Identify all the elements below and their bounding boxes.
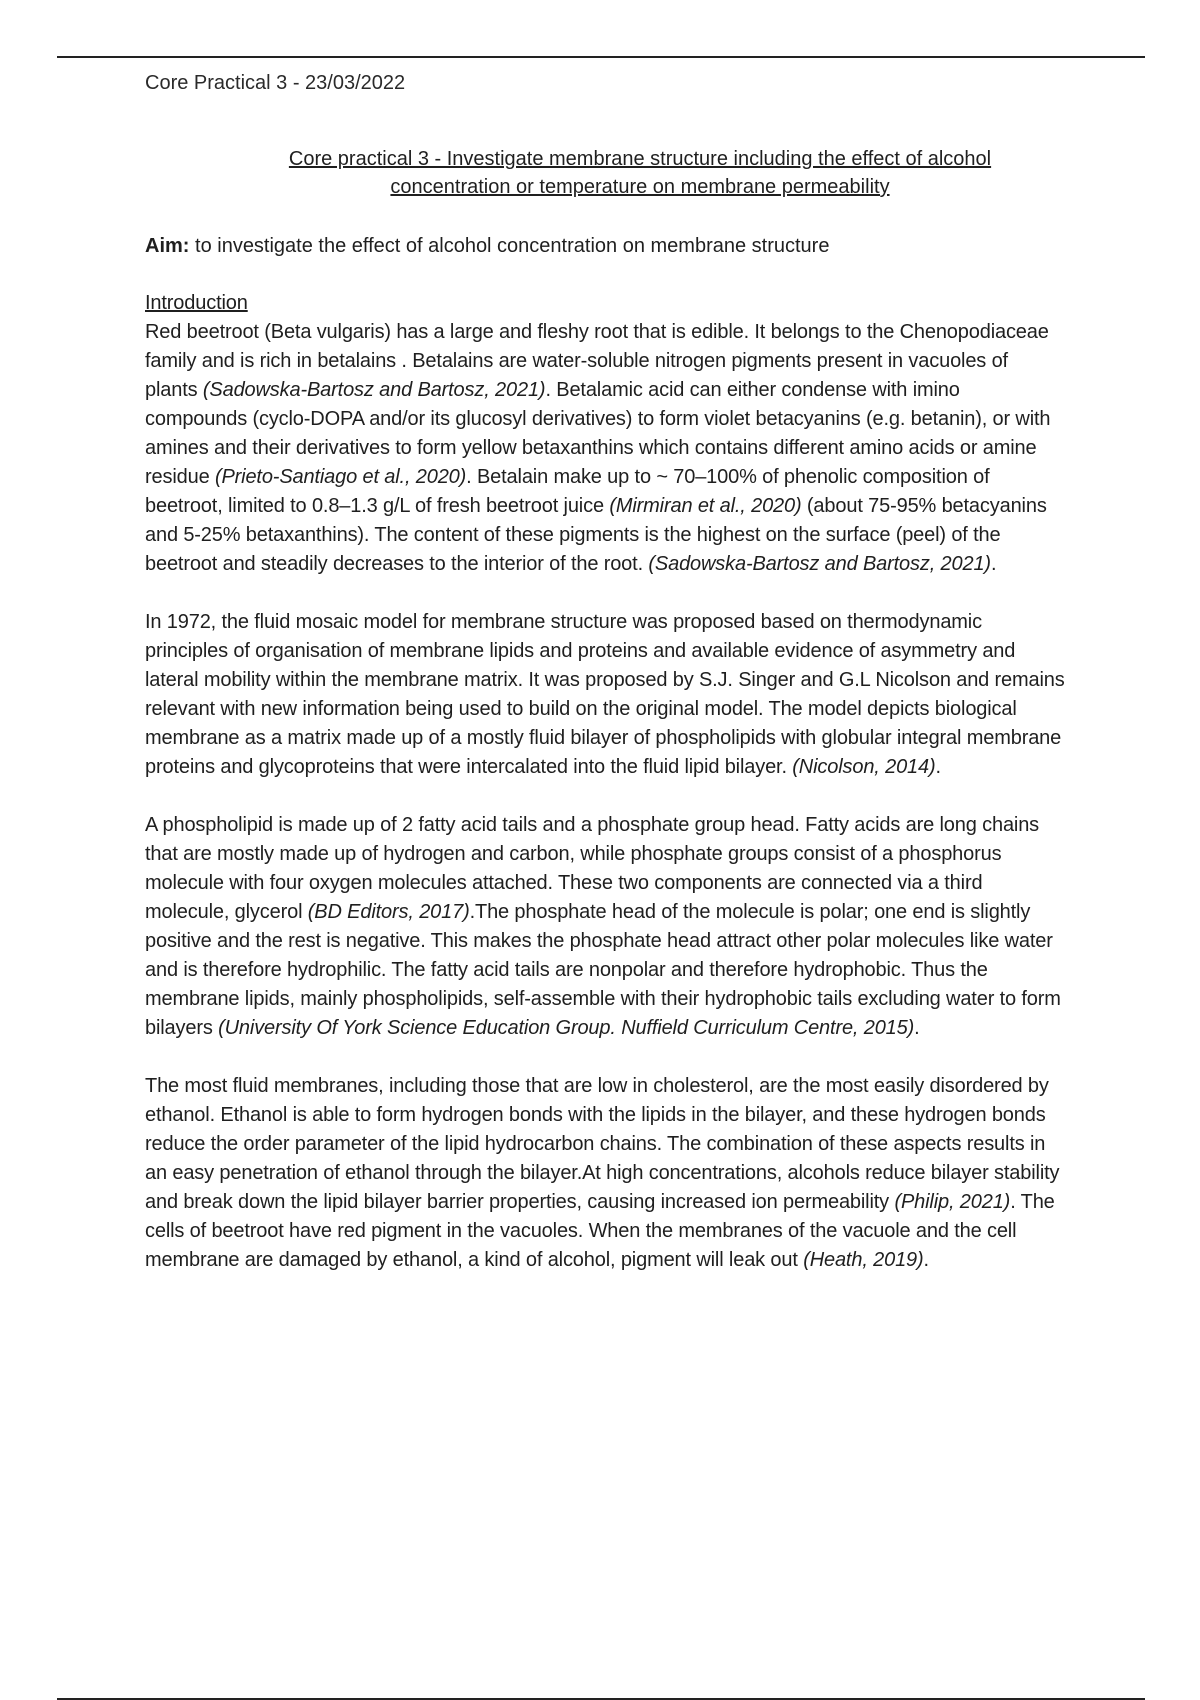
citation: (University Of York Science Education Group. Nuffield Curriculum Centre, 2015): [218, 1017, 915, 1039]
aim-statement: [145, 232, 829, 260]
text-run: (about 75-95% betacyanins and 5-25% betaxanthins). The content of these pigments is the highest on the surface (peel) of the beetroot and steadily decreases to the interior of the root.: [145, 495, 1047, 575]
text-run: .: [914, 1017, 920, 1039]
citation: (Sadowska-Bartosz and Bartosz, 2021): [202, 379, 546, 401]
paragraph-fluid-mosaic: [145, 608, 1065, 782]
aim-label: Aim:: [145, 235, 190, 257]
text-run: A phospholipid is made up of 2 fatty acid tails and a phosphate group head. Fatty acids are long chains that are mostly made up of hydrogen and carbon, while phosphate groups consist of a phosphorus molecule with four oxygen molecules attached. These two components are connected via a third molecule, glycerol: [145, 814, 1040, 923]
text-run: . The cells of beetroot have red pigment in the vacuoles. When the membranes of the vacuole and the cell membrane are damaged by ethanol, a kind of alcohol, pigment will leak out: [145, 1191, 1055, 1271]
citation: (Philip, 2021): [894, 1191, 1011, 1213]
introduction-heading: Introduction: [145, 292, 248, 314]
text-run: .: [923, 1249, 929, 1271]
text-run: The most fluid membranes, including those that are low in cholesterol, are the most easily disordered by ethanol. Ethanol is able to form hydrogen bonds with the lipids in the bilayer, and these hydrogen bonds reduce the order parameter of the lipid hydrocarbon chains. The combination of these aspects results in an easy penetration of ethanol through the bilayer.At high concentrations, alcohols reduce bilayer stability and break down the lipid bilayer barrier properties, causing increased ion permeability: [145, 1075, 1060, 1213]
citation: (Nicolson, 2014): [792, 756, 936, 778]
citation: (Prieto-Santiago et al., 2020): [214, 466, 467, 488]
citation: (Heath, 2019): [803, 1249, 924, 1271]
top-rule: [57, 56, 1145, 58]
title-line-1: Core practical 3 - Investigate membrane structure including the effect of alcohol: [288, 148, 992, 170]
text-run: . Betalamic acid can either condense with imino compounds (cyclo-DOPA and/or its glucosyl derivatives) to form violet betacyanins (e.g. betanin), or with amines and their derivatives to form yellow betaxanthins which contains different amino acids or amine residue: [145, 379, 1051, 488]
text-run: .The phosphate head of the molecule is polar; one end is slightly positive and the rest is negative. This makes the phosphate head attract other polar molecules like water and is therefore hydrophilic. The fatty acid tails are nonpolar and therefore hydrophobic. Thus the membrane lipids, mainly phospholipids, self-assemble with their hydrophobic tails excluding water to form bilayers: [145, 901, 1061, 1039]
text-run: .: [935, 756, 941, 778]
citation: (Sadowska-Bartosz and Bartosz, 2021): [648, 553, 991, 575]
citation: (BD Editors, 2017): [307, 901, 470, 923]
text-run: .: [990, 553, 997, 575]
document-header: Core Practical 3 - 23/03/2022: [145, 72, 406, 94]
text-run: Red beetroot (Beta vulgaris) has a large and fleshy root that is edible. It belongs to the Chenopodiaceae family and is rich in betalains . Betalains are water-soluble nitrogen pigments present in vacuoles of plants: [145, 321, 1049, 401]
aim-text: to investigate the effect of alcohol concentration on membrane structure: [189, 235, 830, 257]
text-run: . Betalain make up to ~ 70–100% of phenolic composition of beetroot, limited to 0.8–1.3 g/L of fresh beetroot juice: [145, 466, 990, 517]
introduction-section: [145, 289, 1065, 1304]
page-title: [200, 145, 1080, 201]
citation: (Mirmiran et al., 2020): [609, 495, 802, 517]
bottom-rule: [57, 1698, 1145, 1700]
paragraph-phospholipid: [145, 811, 1065, 1043]
text-run: In 1972, the fluid mosaic model for membrane structure was proposed based on thermodynamic principles of organisation of membrane lipids and proteins and available evidence of asymmetry and lateral mobility within the membrane matrix. It was proposed by S.J. Singer and G.L Nicolson and remains relevant with new information being used to build on the original model. The model depicts biological membrane as a matrix made up of a mostly fluid bilayer of phospholipids with globular integral membrane proteins and glycoproteins that were intercalated into the fluid lipid bilayer.: [145, 611, 1065, 778]
title-line-2: concentration or temperature on membrane permeability: [390, 176, 890, 198]
paragraph-beetroot: [145, 318, 1065, 579]
paragraph-ethanol: [145, 1072, 1065, 1275]
